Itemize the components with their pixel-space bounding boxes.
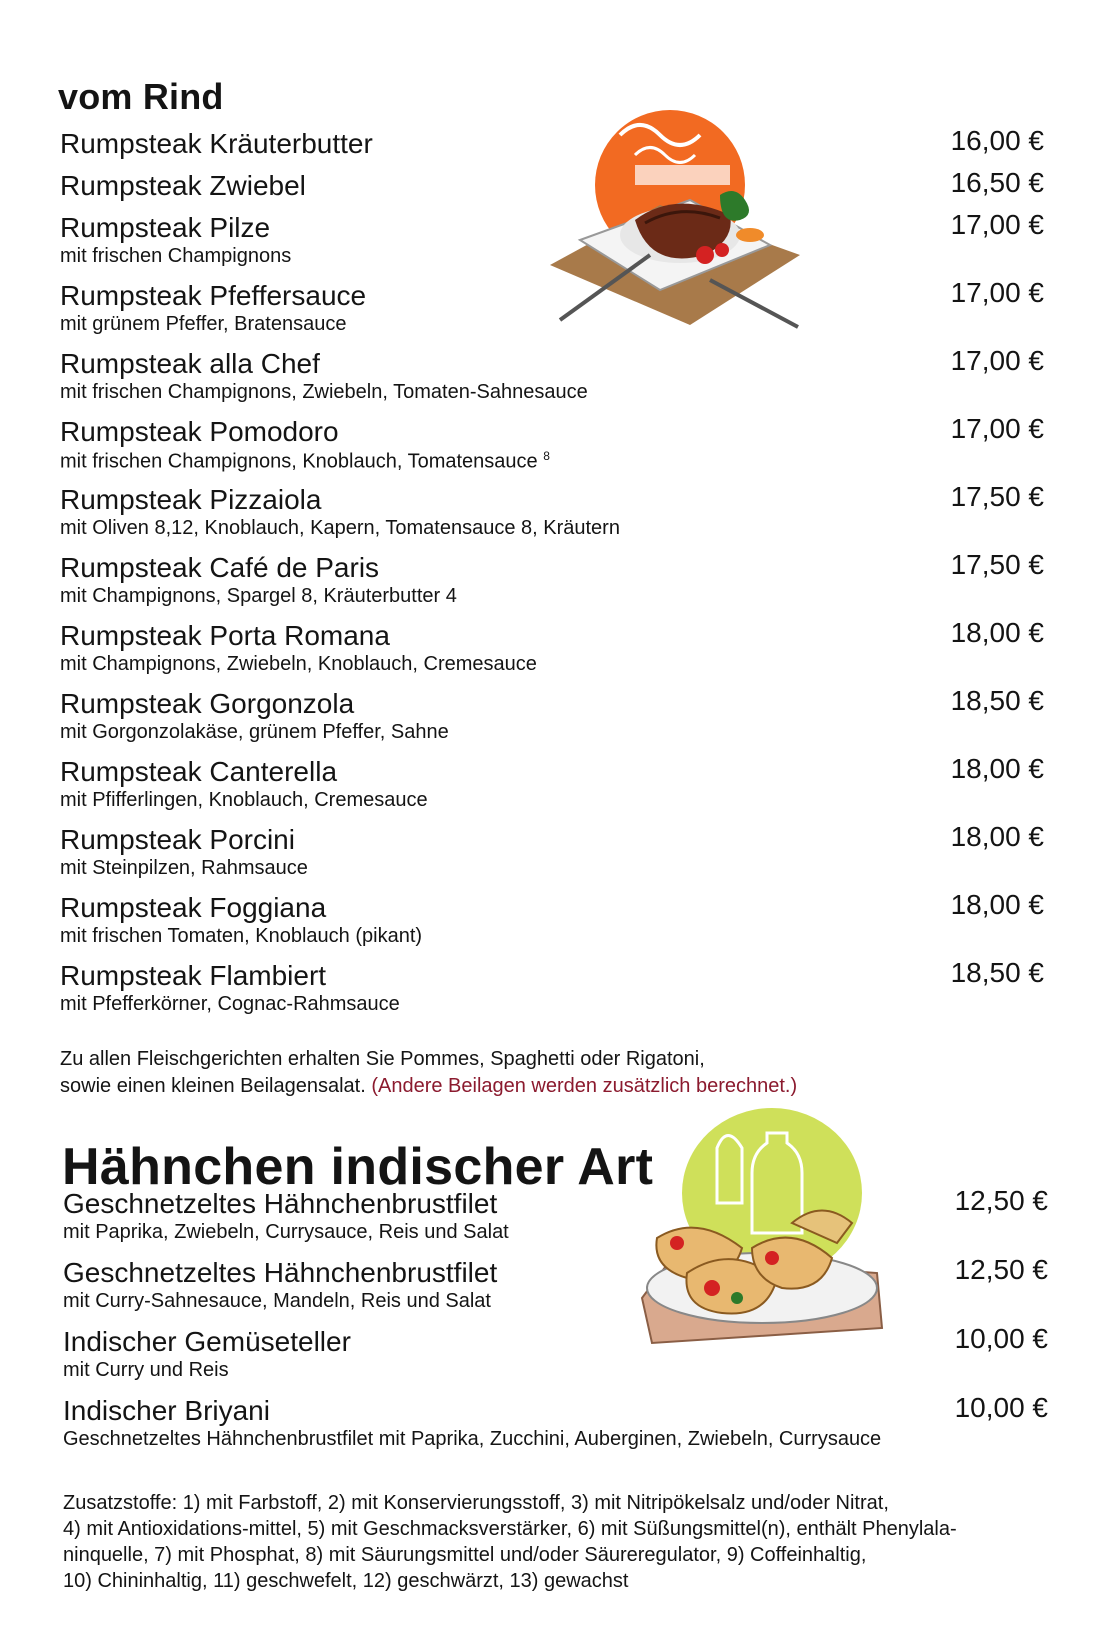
item-name: Rumpsteak Foggiana [60,892,327,923]
item-name: Rumpsteak alla Chef [60,348,320,379]
item-price: 17,50 € [950,481,1044,512]
note-line-2: sowie einen kleinen Beilagensalat. (Andere Beilagen werden zusätzlich berechnet.) [60,1075,798,1097]
item-price: 17,00 € [950,209,1044,240]
steak-plate-illustration [540,95,810,340]
additives-line: Zusatzstoffe: 1) mit Farbstoff, 2) mit Konservierungsstoff, 3) mit Nitripökelsalz und/oder Nitrat, [63,1492,889,1514]
item-name: Rumpsteak Porta Romana [60,620,390,651]
item-price: 18,00 € [950,617,1044,648]
item-price: 16,50 € [950,167,1044,198]
additive-mark: 8 [543,449,550,463]
item-price: 18,00 € [950,821,1044,852]
item-description: mit frischen Champignons [60,245,292,267]
item-name: Rumpsteak Gorgonzola [60,688,355,719]
item-price: 17,00 € [950,413,1044,444]
item-name: Geschnetzeltes Hähnchenbrustfilet [63,1257,498,1288]
item-description: mit Curry-Sahnesauce, Mandeln, Reis und Salat [63,1290,491,1312]
item-name: Rumpsteak Pfeffersauce [60,280,367,311]
item-description: mit frischen Champignons, Knoblauch, Tomatensauce $^8$ [60,449,550,473]
wraps-plate-illustration [632,1088,892,1353]
item-name: Rumpsteak Flambiert [60,960,327,991]
item-name: Geschnetzeltes Hähnchenbrustfilet [63,1188,498,1219]
item-name: Rumpsteak Canterella [60,756,338,787]
item-price: 16,00 € [950,125,1044,156]
item-price: 12,50 € [954,1254,1048,1285]
item-price: 17,00 € [950,345,1044,376]
item-description: mit frischen Tomaten, Knoblauch (pikant) [60,925,423,947]
item-description: mit Steinpilzen, Rahmsauce [60,857,308,879]
note-line-1: Zu allen Fleischgerichten erhalten Sie Pommes, Spaghetti oder Rigatoni, [60,1048,705,1070]
section-heading-beef: vom Rind [58,76,224,117]
item-price: 12,50 € [954,1185,1048,1216]
item-name: Rumpsteak Pizzaiola [60,484,322,515]
item-name: Rumpsteak Café de Paris [60,552,380,583]
item-name: Rumpsteak Kräuterbutter [60,128,373,159]
item-price: 17,50 € [950,549,1044,580]
note-extra-charge: (Andere Beilagen werden zusätzlich berechnet.) [371,1075,798,1097]
item-description: mit Curry und Reis [63,1359,229,1381]
item-price: 17,00 € [950,277,1044,308]
item-name: Indischer Gemüseteller [63,1326,351,1357]
item-description: Geschnetzeltes Hähnchenbrustfilet mit Paprika, Zucchini, Auberginen, Zwiebeln, Currysauce [63,1428,882,1450]
item-name: Rumpsteak Porcini [60,824,295,855]
additives-line: ninquelle, 7) mit Phosphat, 8) mit Säurungsmittel und/oder Säureregulator, 9) Coffeinhaltig, [63,1544,867,1566]
item-name: Rumpsteak Pilze [60,212,271,243]
item-description: mit Paprika, Zwiebeln, Currysauce, Reis und Salat [63,1221,509,1243]
item-price: 18,50 € [950,957,1044,988]
item-description: mit Champignons, Zwiebeln, Knoblauch, Cremesauce [60,653,537,675]
item-description: mit Pfefferkörner, Cognac-Rahmsauce [60,993,400,1015]
item-price: 18,00 € [950,889,1044,920]
item-price: 10,00 € [954,1323,1048,1354]
item-description: mit Gorgonzolakäse, grünem Pfeffer, Sahne [60,721,449,743]
additives-line: 4) mit Antioxidations-mittel, 5) mit Geschmacksverstärker, 6) mit Süßungsmittel(n), enthält Phenylala- [63,1518,957,1540]
item-description: mit Oliven 8,12, Knoblauch, Kapern, Tomatensauce 8, Kräutern [60,517,620,539]
item-description: mit frischen Champignons, Zwiebeln, Tomaten-Sahnesauce [60,381,588,403]
additives-legend [63,1490,1053,1594]
item-price: 18,50 € [950,685,1044,716]
additives-line: 10) Chininhaltig, 11) geschwefelt, 12) geschwärzt, 13) gewachst [63,1570,629,1592]
item-description: mit grünem Pfeffer, Bratensauce [60,313,347,335]
item-description: mit Champignons, Spargel 8, Kräuterbutter 4 [60,585,457,607]
item-name: Indischer Briyani [63,1395,270,1426]
item-name: Rumpsteak Zwiebel [60,170,306,201]
section-heading-chicken: Hähnchen indischer Art [62,1138,654,1196]
item-name: Rumpsteak Pomodoro [60,416,339,447]
item-price: 18,00 € [950,753,1044,784]
item-price: 10,00 € [954,1392,1048,1423]
item-description: mit Pfifferlingen, Knoblauch, Cremesauce [60,789,428,811]
